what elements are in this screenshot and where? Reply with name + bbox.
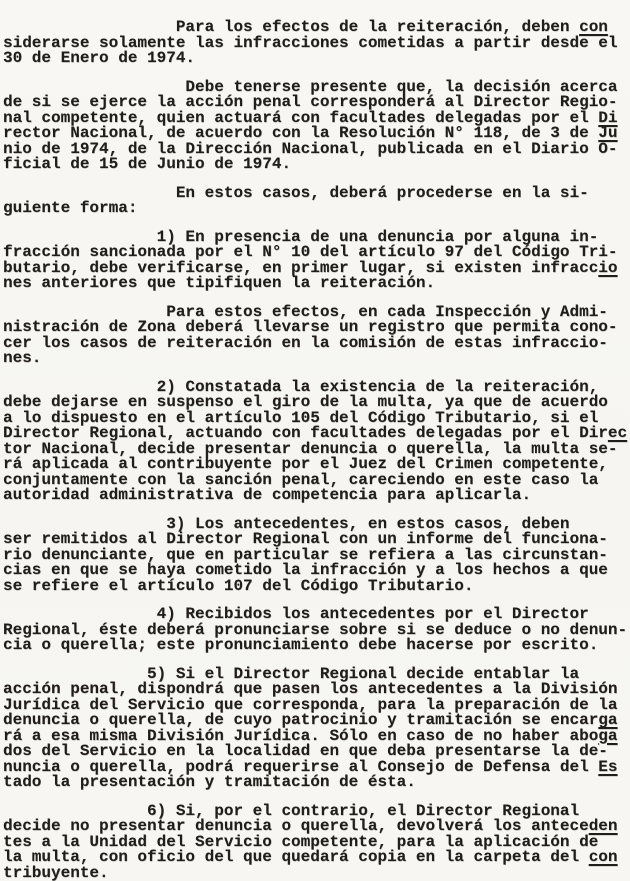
continuation-underline: ec (607, 424, 628, 442)
paragraph (3, 227, 628, 292)
text-line (3, 333, 628, 352)
continuation-underline: con (588, 848, 618, 866)
text-segment: nuncia o querella, podrá requerirse al Consejo de Defensa del (3, 757, 599, 776)
text-segment: ficial de 15 de Junio de 1974. (3, 155, 292, 173)
text-segment: 5) Si el Director Regional decide entablar la (3, 664, 580, 683)
paragraph (3, 20, 628, 67)
text-segment: dos del Servicio en la localidad en que deba presentarse la de- (3, 742, 608, 760)
text-segment: Director Regional, actuando con facultades delegadas por el Dir (3, 424, 608, 442)
text-segment: Para estos efectos, en cada Inspección y Admi- (3, 302, 608, 321)
continuation-underline: ga (598, 726, 618, 745)
text-segment: se refiere el artículo 107 del Código Tributario. (3, 576, 474, 595)
text-line (3, 576, 628, 595)
text-segment: autoridad administrativa de competencia para aplicarla. (3, 486, 532, 504)
text-segment: decide no presentar denuncia o querella, devolverá los antece (3, 817, 589, 835)
text-segment: tes a la Unidad del Servicio competente, para la aplicación de (3, 832, 599, 851)
text-segment: siderarse solamente las infracciones cometidas a partir desde el (3, 33, 618, 52)
text-segment: Jurídica del Servicio que corresponda, para la preparación de la (3, 695, 618, 714)
paragraph (3, 607, 628, 654)
text-line (3, 351, 628, 367)
paragraph (3, 514, 628, 595)
text-segment: debe dejarse en suspenso el giro de la multa, ya que de acuerdo (3, 393, 608, 411)
paragraph (3, 183, 628, 217)
text-line (3, 775, 628, 791)
continuation-underline: io (598, 258, 618, 277)
text-line (3, 201, 628, 217)
text-line (3, 276, 628, 292)
text-segment: ser remitidos al Director Regional con un informe del funciona- (3, 530, 608, 548)
text-segment: cia o querella; este pronunciamiento debe hacerse por escrito. (3, 636, 599, 654)
text-segment: nes. (3, 349, 42, 367)
paragraph (3, 664, 628, 791)
text-segment: nal competente, quien actuará con facultades delegadas por el (3, 108, 599, 127)
text-segment: guiente forma: (3, 199, 138, 217)
text-segment: rá aplicada al contribuyente por el Juez del Crimen competente, (3, 455, 608, 473)
text-segment: nistración de Zona deberá llevarse un registro que permita cono- (3, 318, 618, 336)
document-body (3, 20, 628, 881)
text-segment: fracción sancionada por el N° 10 del artículo 97 del Código Tri- (3, 243, 618, 261)
text-segment: cer los casos de reiteración en la comisión de estas infraccio- (3, 333, 608, 352)
text-segment: 4) Recibidos los antecedentes por el Director (3, 605, 589, 623)
text-segment: nes anteriores que tipifiquen la reiteración. (3, 274, 436, 292)
text-segment: 2) Constatada la existencia de la reiteración, (3, 377, 599, 396)
text-segment: tor Nacional, decide presentar denuncia o querella, la multa se- (3, 439, 618, 458)
paragraph (3, 801, 628, 881)
continuation-underline: den (588, 817, 618, 835)
continuation-underline: con (579, 18, 608, 36)
text-segment: rá a esa misma División Jurídica. Sólo en caso de no haber abo (3, 726, 599, 745)
continuation-underline: Es (598, 757, 618, 776)
text-segment: 3) Los antecedentes, en estos casos, deben (3, 514, 570, 533)
text-segment: butario, debe verificarse, en primer lugar, si existen infracc (3, 258, 599, 277)
text-segment: 1) En presencia de una denuncia por alguna in- (3, 227, 599, 246)
text-segment: conjuntamente con la sanción penal, careciendo en este caso la (3, 470, 599, 489)
continuation-underline: Ju (598, 124, 618, 142)
paragraph (3, 302, 628, 367)
continuation-underline: ga (598, 711, 618, 729)
text-line (3, 157, 628, 173)
text-segment: tribuyente. (3, 863, 109, 881)
text-segment: rector Nacional, de acuerdo con la Resolución N° 118, de 3 de (3, 124, 599, 142)
text-segment: 30 de Enero de 1974. (3, 49, 196, 67)
paragraph (3, 377, 628, 504)
text-segment: En estos casos, deberá procederse en la si- (3, 183, 589, 202)
text-segment: denuncia o querella, de cuyo patrocinio y tramitación se encar (3, 711, 599, 729)
text-line (3, 488, 628, 504)
text-segment: de si se ejerce la acción penal corresponderá al Director Regio- (3, 93, 618, 111)
text-segment: tado la presentación y tramitación de ésta. (3, 773, 416, 791)
text-line (3, 863, 628, 881)
text-line (3, 638, 628, 654)
text-segment: Debe tenerse presente que, la decisión acerca (3, 77, 618, 96)
text-segment: 6) Si, por el contrario, el Director Regional (3, 801, 580, 820)
text-line (3, 51, 628, 67)
text-segment: cias en que se haya cometido la infracción y a los hechos a que (3, 561, 608, 579)
text-segment: Para los efectos de la reiteración, deben (3, 18, 580, 36)
text-segment: Regional, éste deberá pronunciarse sobre si se deduce o no denun- (3, 620, 628, 639)
paragraph (3, 77, 628, 173)
text-segment: rio denunciante, que en particular se refiera a las circunstan- (3, 545, 608, 564)
text-segment: acción penal, dispondrá que pasen los antecedentes a la División (3, 680, 618, 698)
continuation-underline: Di (598, 108, 618, 127)
text-segment: la multa, con oficio del que quedará copia en la carpeta del (3, 848, 589, 866)
text-segment: a lo dispuesto en el artículo 105 del Código Tributario, si el (3, 408, 599, 427)
text-segment: nio de 1974, de la Dirección Nacional, publicada en el Diario O- (3, 139, 618, 158)
